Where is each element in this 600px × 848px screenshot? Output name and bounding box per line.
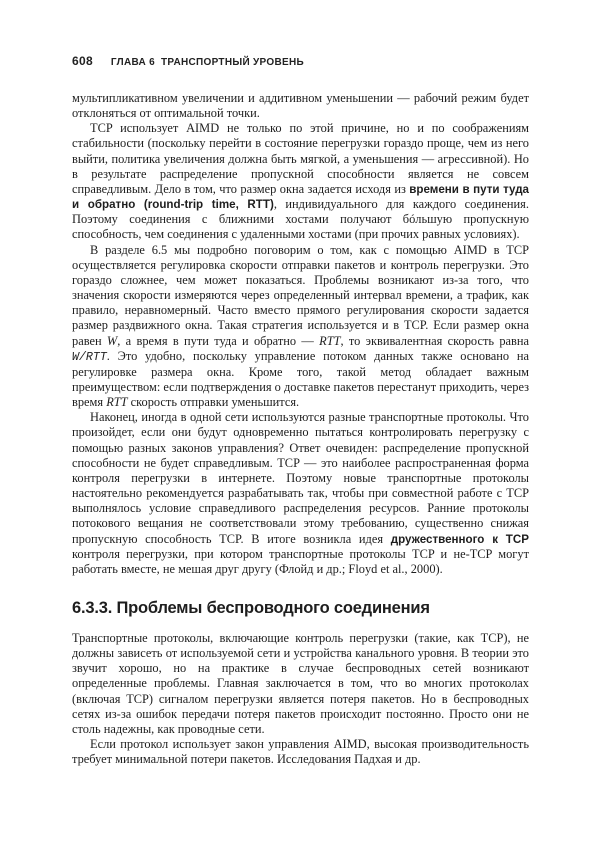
running-header — [72, 54, 532, 68]
chapter-label: ГЛАВА 6 — [110, 57, 155, 68]
paragraph: Транспортные протоколы, включающие контроль перегрузки (такие, как TCP), не должны зависеть от используемой сети и устройства канального уровня. В теории это звучит хорошо, но на практике в случае беспроводных сетей возникают определенные проблемы. Главная заключается в том, что во многих протоколах (включая TCP) сигналом перегрузки является потеря пакетов. Но в беспроводных сетях из-за ошибок передачи потеря пакетов происходит постоянно. Просто они не столь надежны, как проводные сети. — [72, 631, 529, 736]
formula: W/RTT — [72, 350, 107, 364]
paragraph: Наконец, иногда в одной сети используются разные транспортные протоколы. Что произойдет, если они будут одновременно пытаться контролировать перегрузку с помощью разных законов управления? Ответ очевиден: распределение пропускной способности не будет справедливым. TCP — это наиболее распространенная форма контроля перегрузки в интернете. Поэтому новые транспортные протоколы настоятельно рекомендуется разрабатывать так, чтобы при совместной работе с TCP выполнялось условие справедливого распределения ресурсов. Ранние протоколы потокового вещания не соответствовали этому требованию, существенно снижая пропускную способность TCP. В итоге возникла идея дружественного к TCP контроля перегрузки, при котором транспортные протоколы TCP и не-TCP могут работать вместе, не мешая друг другу (Флойд и др.; Floyd et al., 2000). — [72, 410, 529, 576]
paragraph: В разделе 6.5 мы подробно поговорим о том, как с помощью AIMD в TCP осуществляется регулировка скорости отправки пакетов и контроль перегрузки. Это гораздо сложнее, чем может показаться. Проблемы возникают из-за того, что значения скорости измеряются через определенный интервал времени, а трафик, как правило, неравномерный. Часто вместо прямого регулирования скорости задается размер раздвижного окна. Такая стратегия используется и в TCP. Если размер окна равен W, а время в пути туда и обратно — RTT, то эквивалентная скорость равна W/RTT. Это удобно, поскольку управление потоком данных также основано на регулировке размера окна. Кроме того, такой метод обладает важным преимуществом: если подтверждения о доставке пакетов перестанут приходить, через время RTT скорость отправки уменьшится. — [72, 242, 529, 410]
paragraph: TCP использует AIMD не только по этой причине, но и по соображениям стабильности (поскольку перейти в состояние перегрузки гораздо проще, чем из него выйти, политика увеличения должна быть мягкой, а уменьшения — агрессивной). Но в результате распределение пропускной способности является не совсем справедливым. Дело в том, что размер окна задается исходя из времени в пути туда и обратно (round-trip time, RTT), индивидуального для каждого соединения. Поэтому соединения с ближними хостами получают бóльшую пропускную способность, чем соединения с удаленными хостами (при прочих равных условиях). — [72, 121, 530, 242]
key-term: дружественного к TCP — [390, 532, 529, 546]
key-term: времени в пути туда и обратно (round-trip time, RTT) — [72, 182, 530, 212]
page-body — [72, 91, 529, 767]
math-var: RTT — [319, 333, 341, 348]
paragraph: мультипликативном увеличении и аддитивном уменьшении — рабочий режим будет отклоняться от оптимальной точки. — [72, 91, 529, 121]
math-var: W — [106, 333, 118, 348]
paragraph: Если протокол использует закон управления AIMD, высокая производительность требует минимальной потери пакетов. Исследования Падхая и др. — [72, 737, 529, 767]
chapter-title: ТРАНСПОРТНЫЙ УРОВЕНЬ — [160, 57, 304, 68]
section-heading: 6.3.3. Проблемы беспроводного соединения — [72, 599, 430, 617]
page-number: 608 — [72, 54, 93, 68]
math-var: RTT — [106, 395, 128, 410]
